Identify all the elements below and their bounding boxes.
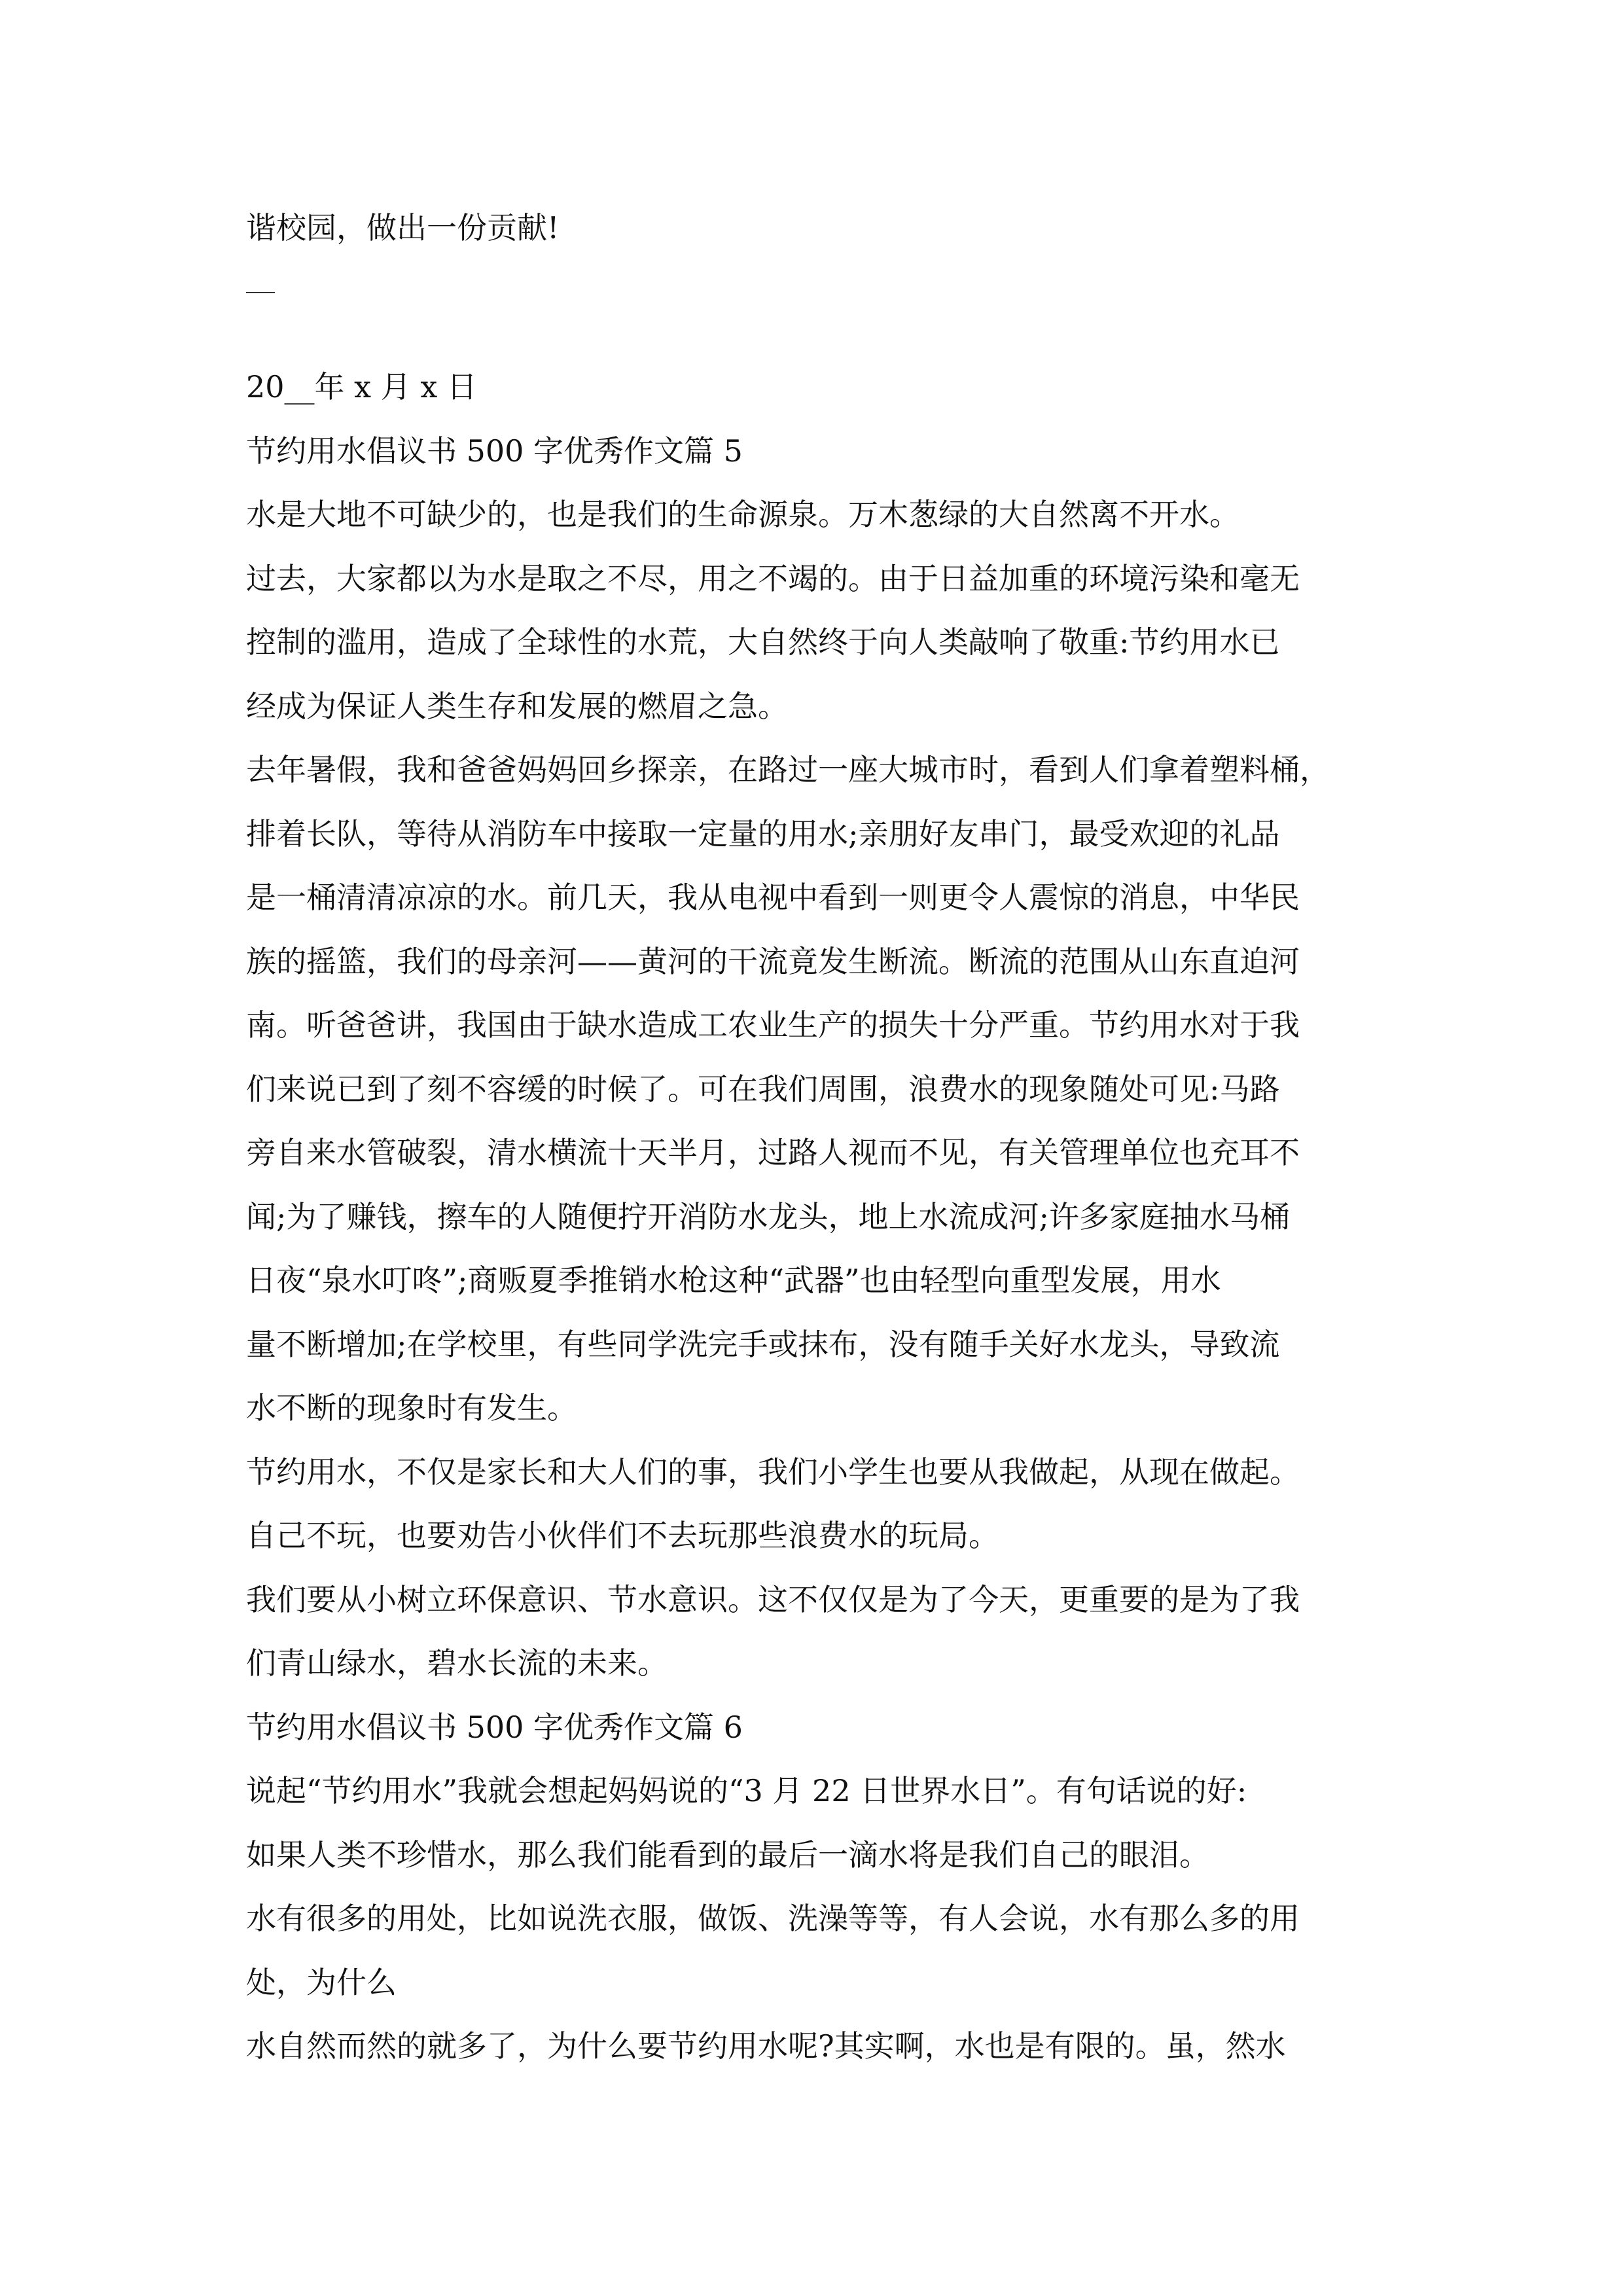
body-text-line: 是一桶清清凉凉的水。前几天，我从电视中看到一则更令人震惊的消息，中华民: [246, 880, 1300, 915]
body-text-line: 过去，大家都以为水是取之不尽，用之不竭的。由于日益加重的环境污染和毫无: [246, 560, 1300, 596]
body-text-line: 闻;为了赚钱，擦车的人随便拧开消防水龙头，地上水流成河;许多家庭抽水马桶: [246, 1198, 1290, 1234]
body-text-line: 水有很多的用处，比如说洗衣服，做饭、洗澡等等，有人会说，水有那么多的用: [246, 1901, 1300, 1936]
body-text-line: 南。听爸爸讲，我国由于缺水造成工农业生产的损失十分严重。节约用水对于我: [246, 1007, 1300, 1043]
body-text-line: 控制的滥用，造成了全球性的水荒，大自然终于向人类敲响了敬重:节约用水已: [246, 624, 1280, 660]
body-text-line: 日夜“泉水叮咚”;商贩夏季推销水枪这种“武器”也由轻型向重型发展，用水: [246, 1263, 1221, 1298]
body-text-line: 们青山绿水，碧水长流的未来。: [246, 1645, 668, 1681]
separator-dash-mark: [246, 292, 275, 293]
body-text-line: 量不断增加;在学校里，有些同学洗完手或抹布，没有随手关好水龙头，导致流: [246, 1326, 1280, 1362]
section-heading: 节约用水倡议书 500 字优秀作文篇 5: [246, 433, 743, 469]
body-text-line: 节约用水，不仅是家长和大人们的事，我们小学生也要从我做起，从现在做起。: [246, 1454, 1300, 1490]
body-text-line: 自己不玩，也要劝告小伙伴们不去玩那些浪费水的玩局。: [246, 1518, 999, 1553]
body-text-line: 们来说已到了刻不容缓的时候了。可在我们周围，浪费水的现象随处可见:马路: [246, 1071, 1280, 1107]
section-heading: 节约用水倡议书 500 字优秀作文篇 6: [246, 1709, 743, 1745]
body-text-line: 水不断的现象时有发生。: [246, 1390, 577, 1426]
body-text-line: 水自然而然的就多了，为什么要节约用水呢?其实啊，水也是有限的。虽，然水: [246, 2028, 1286, 2064]
document-body: [246, 196, 1398, 2079]
body-text-line: 排着长队，等待从消防车中接取一定量的用水;亲朋好友串门，最受欢迎的礼品: [246, 816, 1280, 852]
body-text-line: 旁自来水管破裂，清水横流十天半月，过路人视而不见，有关管理单位也充耳不: [246, 1135, 1300, 1170]
body-text-line: 族的摇篮，我们的母亲河——黄河的干流竟发生断流。断流的范围从山东直迫河: [246, 943, 1300, 979]
body-text-line: 如果人类不珍惜水，那么我们能看到的最后一滴水将是我们自己的眼泪。: [246, 1837, 1209, 1873]
body-text-line: 我们要从小树立环保意识、节水意识。这不仅仅是为了今天，更重要的是为了我: [246, 1581, 1300, 1617]
body-text-line: 谐校园，做出一份贡献!: [246, 210, 560, 245]
body-text-line: 水是大地不可缺少的，也是我们的生命源泉。万木葱绿的大自然离不开水。: [246, 497, 1240, 532]
body-text-line: 说起“节约用水”我就会想起妈妈说的“3 月 22 日世界水日”。有句话说的好:: [246, 1773, 1247, 1808]
separator-dash: [246, 292, 1398, 356]
body-text-line: 经成为保证人类生存和发展的燃眉之急。: [246, 688, 788, 724]
body-text-line: 20__年 x 月 x 日: [246, 369, 477, 404]
body-text-line: 去年暑假，我和爸爸妈妈回乡探亲，在路过一座大城市时，看到人们拿着塑料桶，: [246, 752, 1330, 787]
body-text-line: 处，为什么: [246, 1964, 397, 2000]
